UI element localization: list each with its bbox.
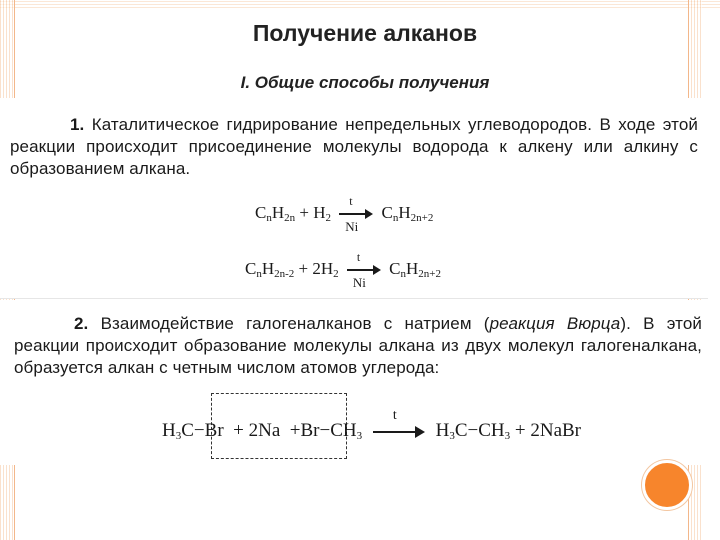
wurtz-reaction-term: реакция Вюрца xyxy=(489,314,621,333)
section2-number: 2. xyxy=(74,314,89,333)
reaction-arrow: t xyxy=(373,426,425,438)
equation-2: $C_nH_{2n-2} + 2H_2$ t Ni $C_nH_{2n+2}$ xyxy=(245,250,442,291)
orange-circle-decoration xyxy=(642,460,692,510)
reaction-arrow: t Ni xyxy=(339,209,373,219)
equation-wurtz: $H_3C-Br + 2Na +Br-CH_3$ t $H_3C-CH_3$ + 2NaBr xyxy=(162,407,582,442)
slide-title: Получение алканов xyxy=(252,20,478,46)
section2-paragraph: 2. Взаимодействие галогеналканов с натрием (реакция Вюрца). В этой реакции происходит образование молекулы алкана из двух молекул галогеналкана, образуется алкан с четным числом атомов углерода: xyxy=(14,314,703,377)
equation-1: $C_nH_{2n} + H_2$ t Ni $C_nH_{2n+2}$ xyxy=(255,194,434,235)
reaction-arrow: t Ni xyxy=(347,265,381,275)
section1-number: 1. xyxy=(70,115,85,134)
section1-paragraph xyxy=(10,114,698,180)
section1-text: Каталитическое гидрирование непредельных углеводородов. В ходе этой реакции происходит присоединение молекулы водорода к алкену или алкину с образованием алкана. xyxy=(10,115,698,178)
frame-top-stripes xyxy=(0,0,720,8)
slide-subtitle: I. Общие способы получения xyxy=(240,73,490,92)
